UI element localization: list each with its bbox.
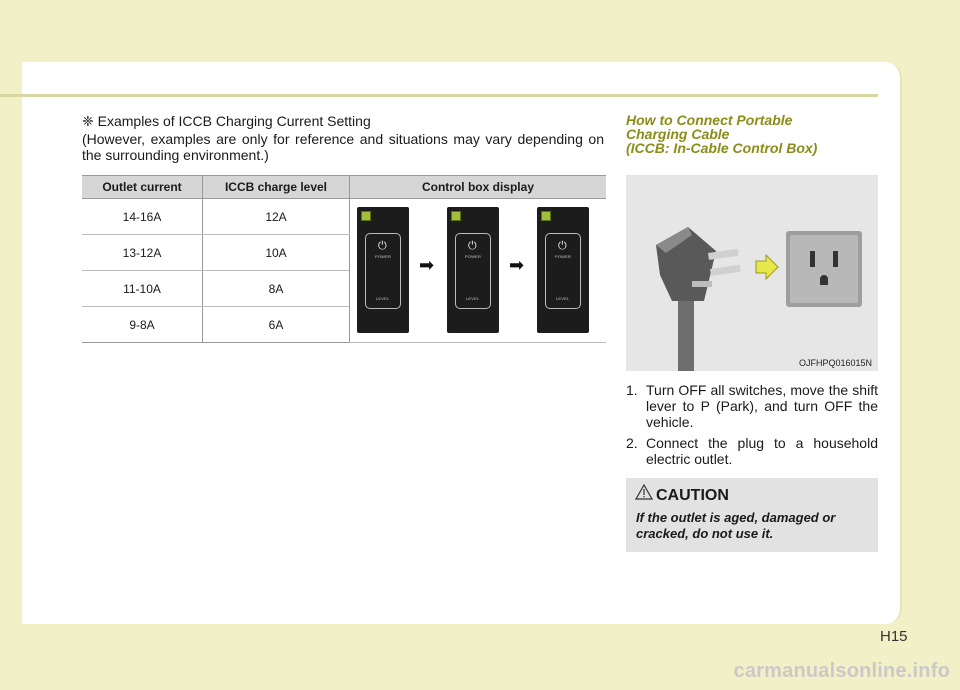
page-number: H15 — [880, 628, 908, 645]
plug-and-outlet-illustration — [626, 175, 878, 371]
plug-outlet-figure — [626, 175, 878, 371]
caution-title: CAUTION — [656, 487, 729, 504]
step-item — [626, 435, 878, 467]
power-label: POWER — [375, 253, 392, 259]
col-header-iccb-charge-level: ICCB charge level — [203, 176, 350, 199]
outlet-current-cell: 14-16A — [82, 199, 203, 235]
power-icon: ⏻ — [378, 239, 387, 252]
level-label: LEVEL — [466, 295, 480, 301]
outlet-current-cell: 13-12A — [82, 235, 203, 271]
table-row — [82, 199, 606, 235]
step-number: 1. — [626, 382, 638, 398]
note-heading: ❈ Examples of ICCB Charging Current Setting — [82, 113, 371, 129]
charge-level-cell: 10A — [203, 235, 350, 271]
section-title-line: How to Connect Portable — [626, 112, 793, 128]
charge-level-cell: 12A — [203, 199, 350, 235]
step-text: Turn OFF all switches, move the shift lever to P (Park), and turn OFF the vehicle. — [646, 382, 878, 430]
control-box-illustration — [351, 201, 605, 341]
cable — [678, 293, 694, 371]
control-panel — [455, 233, 491, 309]
control-panel — [545, 233, 581, 309]
watermark: carmanualsonline.info — [733, 660, 950, 682]
control-box — [447, 207, 499, 333]
outlet-ground-hole — [820, 275, 828, 285]
control-box-display-cell — [350, 199, 607, 343]
level-label: LEVEL — [376, 295, 390, 301]
section-title — [626, 113, 886, 155]
level-label: LEVEL — [556, 295, 570, 301]
step-number: 2. — [626, 435, 638, 451]
control-box — [357, 207, 409, 333]
level-led — [451, 211, 461, 221]
charging-current-table — [82, 175, 606, 343]
level-led — [541, 211, 551, 221]
caution-box — [626, 478, 878, 552]
instruction-steps — [626, 382, 878, 472]
outlet-current-cell: 9-8A — [82, 307, 203, 343]
outlet-slot — [810, 251, 815, 267]
top-rule — [0, 94, 878, 97]
power-icon: ⏻ — [558, 239, 567, 252]
caution-text: If the outlet is aged, damaged or cracked, do not use it. — [636, 510, 836, 541]
section-title-line: Charging Cable — [626, 126, 730, 142]
power-icon: ⏻ — [468, 239, 477, 252]
power-label: POWER — [465, 253, 482, 259]
col-header-outlet-current: Outlet current — [82, 176, 203, 199]
outlet-current-cell: 11-10A — [82, 271, 203, 307]
outlet-slot — [833, 251, 838, 267]
right-arrow-icon: ➡ — [509, 254, 525, 275]
figure-code: OJFHPQ016015N — [798, 358, 872, 368]
level-led — [361, 211, 371, 221]
right-arrow-icon: ➡ — [419, 254, 435, 275]
plug-prong — [710, 265, 741, 276]
step-text: Connect the plug to a household electric outlet. — [646, 435, 878, 467]
step-item — [626, 382, 878, 430]
section-title-line: (ICCB: In-Cable Control Box) — [626, 140, 818, 156]
col-header-control-box-display: Control box display — [350, 176, 607, 199]
charge-level-cell: 8A — [203, 271, 350, 307]
insert-arrow-icon — [756, 255, 778, 279]
note-body: (However, examples are only for reference and situations may vary depending on the surrounding environment.) — [82, 131, 604, 163]
warning-triangle-icon — [635, 484, 653, 500]
ground-pin — [692, 281, 712, 287]
control-panel — [365, 233, 401, 309]
control-box — [537, 207, 589, 333]
power-label: POWER — [555, 253, 572, 259]
outlet-face — [790, 235, 858, 303]
charge-level-cell: 6A — [203, 307, 350, 343]
